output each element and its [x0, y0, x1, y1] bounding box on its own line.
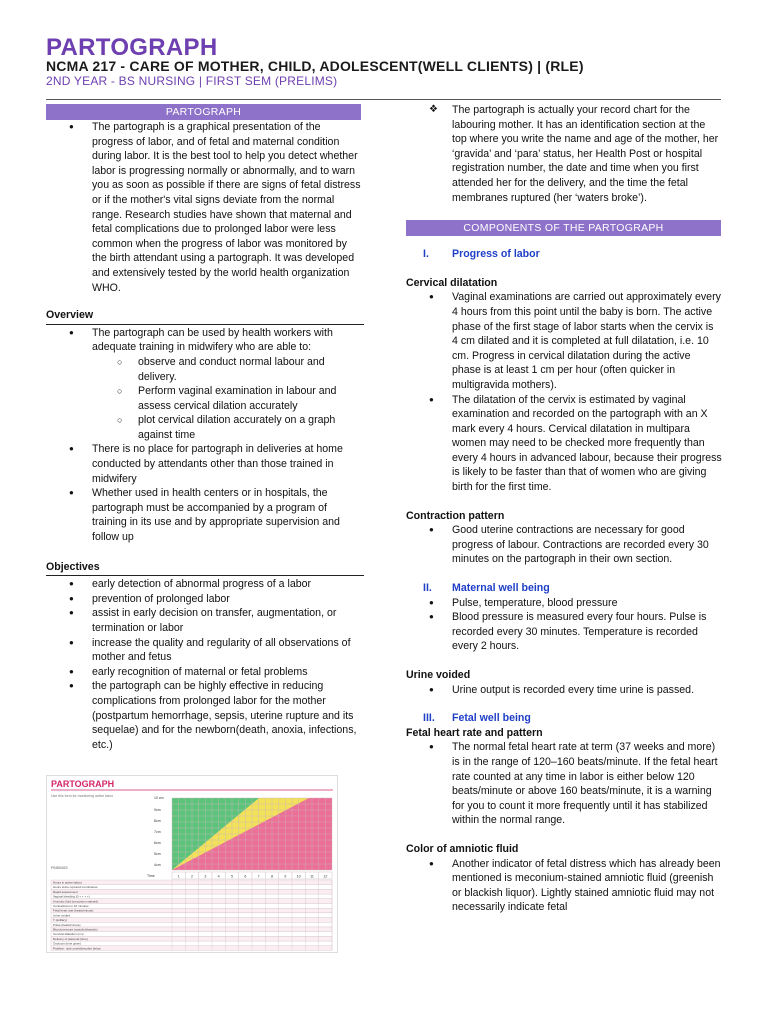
urine-heading: Urine voided [406, 669, 471, 681]
section-title: Fetal well being [452, 712, 531, 725]
list-item: ● the partograph can be highly effective in reducing complications from prolonged labor for the mother (postpartum hemorrhage, sepsis, uterine rupture and its sequelae) and for the newborn(death, anoxia, infections, etc.) [46, 679, 364, 752]
objectives-heading: Objectives [46, 560, 364, 577]
y-label-top: 10 cm [154, 796, 164, 800]
fhr-list [406, 740, 722, 828]
y-axis-label: 6cm [154, 841, 161, 845]
cervical-list [406, 290, 722, 494]
list-item: ● The partograph is a graphical presentation of the progress of labor, and of fetal and maternal condition during labor. It is the best tool to help you detect whether labor is progressing normally or abnormally, and to warn you as soon as possible if there are signs of fetal distress or if the mother's vital signs deviate from the normal range. Research studies have shown that maternal and fetal complications due to prolonged labor were less common when the progress of labor was monitored by the birth attendant using a partograph. It was developed and extensively tested by the world health organization WHO. [46, 120, 364, 295]
findings-rows [51, 880, 332, 951]
y-axis-label: 4cm [154, 863, 161, 867]
finding-row [51, 904, 332, 909]
form-caption: Use this form for monitoring active labor [51, 794, 113, 798]
hour-label: 3 [204, 874, 207, 879]
list-item: ● The dilatation of the cervix is estimated by vaginal examination and recorded on the partograph with an X mark every 4 hours. Cervical dilatation in multipara women may need to be checked more frequently than every 4 hours in advanced labour, because their progress is likely to be faster than that of women who are giving birth for the first time. [406, 393, 722, 495]
finding-row [51, 913, 332, 918]
record-chart-note: ❖ The partograph is actually your record chart for the labouring mother. It has an identification section at the top where you write the name and age of the mother, her ‘gravida’ and ‘para’ status, her Health Post or hospital registration number, the date and time when you first attended her for the delivery, and the time the fetal membranes ruptured (her ‘waters broke’). [406, 103, 722, 205]
list-item: ● There is no place for partograph in deliveries at home conducted by attendants other than those trained in midwifery [46, 442, 364, 486]
intro-list [46, 120, 364, 295]
list-item: ● Whether used in health centers or in hospitals, the partograph must be accompanied by a program of training in its use and by appropriate supervision and follow up [46, 486, 364, 544]
finding-label: Urine voided [53, 913, 70, 918]
urine-list [406, 683, 722, 698]
list-item: ● The normal fetal heart rate at term (37 weeks and more) is in the range of 120–160 beats/minute. If the fetal heart rate counted at any time in labor is either below 120 beats/minute or above 160 beats/minute, it is a warning for you to count it more frequently until it has stabilized within the normal range. [406, 740, 722, 828]
list-item: ● Urine output is recorded every time urine is passed. [406, 683, 722, 698]
y-axis-labels [154, 808, 161, 867]
finding-label: Problem: note onset/describe below [53, 946, 101, 951]
section-title: Maternal well being [452, 582, 550, 595]
finding-label: Delivery of placenta (time) [53, 936, 88, 941]
list-item: ● assist in early decision on transfer, augmentation, or termination or labor [46, 606, 364, 635]
list-item: ● increase the quality and regularity of all observations of mother and fetus [46, 636, 364, 665]
section-fetal-well-being [406, 711, 722, 726]
hour-label: 8 [271, 874, 273, 879]
finding-row [51, 922, 332, 927]
form-title: PARTOGRAPH [51, 779, 115, 789]
list-item [46, 326, 364, 443]
amniotic-heading: Color of amniotic fluid [406, 842, 519, 855]
cervical-heading: Cervical dilatation [406, 276, 498, 289]
finding-label: Contractions in 10 minutes [53, 904, 89, 908]
list-item: ○ observe and conduct normal labour and delivery. [92, 355, 364, 384]
partograph-form-svg [47, 776, 337, 952]
list-item: ● Blood pressure is measured every four hours. Pulse is recorded every 30 minutes. Temperature is recorded every 2 hours. [406, 610, 722, 654]
finding-row [51, 932, 332, 937]
overview-list [46, 326, 364, 545]
hour-label: 10 [296, 874, 301, 879]
finding-row [51, 880, 332, 885]
finding-row [51, 936, 332, 941]
partograph-section-bar: PARTOGRAPH [46, 104, 361, 120]
hour-label: 11 [310, 874, 314, 879]
list-item: ● early detection of abnormal progress of a labor [46, 577, 364, 592]
objectives-list [46, 577, 364, 752]
hour-label: 7 [257, 874, 260, 879]
finding-label: Fetal heart rate (beats/minute) [53, 908, 94, 913]
contraction-heading: Contraction pattern [406, 509, 505, 522]
fhr-heading: Fetal heart rate and pattern [406, 726, 543, 739]
y-axis-label: 5cm [154, 852, 161, 856]
y-axis-label: 8cm [154, 819, 161, 823]
right-column [406, 103, 722, 915]
contraction-list [406, 523, 722, 567]
list-item: ● early recognition of maternal or fetal problems [46, 665, 364, 680]
section-maternal-well-being [406, 581, 722, 596]
findings-header: FINDINGS [51, 866, 68, 870]
hour-label: 1 [177, 874, 180, 879]
finding-row [51, 889, 332, 894]
y-axis-label: 7cm [154, 830, 161, 834]
page-title: PARTOGRAPH [46, 34, 218, 61]
section-progress-of-labor [406, 247, 722, 262]
overview-sublist [92, 355, 364, 443]
finding-label: Cervical dilatation (cm) [53, 932, 84, 937]
list-item: ○ plot cervical dilation accurately on a graph against time [92, 413, 364, 442]
finding-label: Oxytocin (time given) [53, 941, 82, 946]
header-divider [46, 99, 721, 100]
overview-heading: Overview [46, 308, 364, 325]
y-axis-label: 9cm [154, 808, 161, 812]
finding-label: Blood pressure (systolic/diastolic) [53, 927, 98, 932]
finding-row [51, 918, 332, 923]
hour-label: 9 [284, 874, 287, 879]
section-title: Progress of labor [452, 248, 540, 261]
left-column [46, 103, 364, 752]
overview-item-text: The partograph can be used by health workers with adequate training in midwifery who are able to: [92, 326, 333, 354]
section-number: I. [423, 248, 429, 261]
hour-label: 4 [217, 874, 220, 879]
hour-label: 6 [244, 874, 247, 879]
amniotic-list [406, 857, 722, 915]
section-number: III. [423, 712, 435, 725]
finding-row [51, 941, 332, 946]
components-section-bar: COMPONENTS OF THE PARTOGRAPH [406, 220, 721, 236]
hour-label: 2 [191, 874, 193, 879]
finding-row [51, 894, 332, 899]
course-subline: 2ND YEAR - BS NURSING | FIRST SEM (PRELIMS) [46, 74, 338, 88]
list-item: ● Pulse, temperature, blood pressure [406, 596, 722, 611]
finding-label: T (axillary) [53, 918, 67, 923]
hour-label: 12 [323, 874, 328, 879]
partograph-form-image [46, 775, 338, 953]
list-item: ○ Perform vaginal examination in labour and assess cervical dilation accurately [92, 384, 364, 413]
maternal-list [406, 596, 722, 654]
list-item: ● Good uterine contractions are necessary for good progress of labour. Contractions are recorded every 30 minutes on the partograph in their own section. [406, 523, 722, 567]
finding-label: Rapid assessment [53, 889, 78, 894]
course-title: NCMA 217 - CARE OF MOTHER, CHILD, ADOLESCENT(WELL CLIENTS) | (RLE) [46, 58, 584, 74]
list-item: ● Vaginal examinations are carried out approximately every 4 hours from this point until the baby is born. The active phase of the first stage of labor starts when the cervix is 4 cm dilated and it is completed at full dilatation, i.e. 10 cm. Progress in cervical dilatation during the active phase is at least 1 cm per hour (often quicker in multigravida mothers). [406, 290, 722, 392]
hour-cells [172, 872, 332, 879]
finding-label: Amniotic fluid (meconium stained) [53, 899, 99, 904]
finding-label: Hours since ruptured membranes [53, 885, 98, 890]
finding-label: Vaginal bleeding (0 + + + +) [53, 894, 90, 899]
hour-label: 5 [231, 874, 233, 879]
section-number: II. [423, 582, 432, 595]
finding-label: Pulse (beats/minute) [53, 922, 81, 927]
finding-label: Hours in active labour [53, 880, 83, 885]
time-label: Time [147, 874, 155, 878]
list-item: ● Another indicator of fetal distress which has already been mentioned is meconium-stained amniotic fluid (greenish or blackish liquor). Lightly stained amniotic fluid may not necessarily indicate fetal [406, 857, 722, 915]
list-item: ● prevention of prolonged labor [46, 592, 364, 607]
